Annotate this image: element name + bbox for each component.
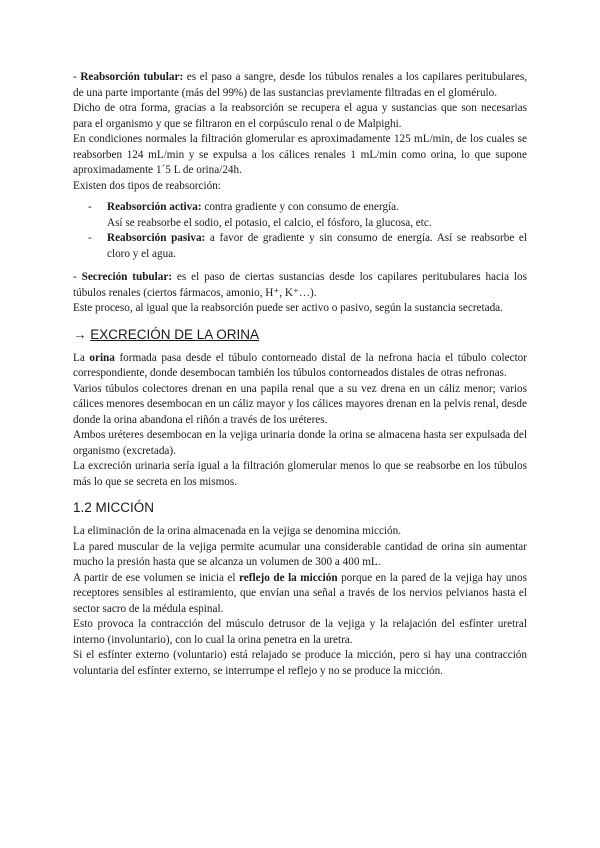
miccion-paragraph-2: La pared muscular de la vejiga permite acumular una considerable cantidad de orina sin aumentar mucho la presión hasta que se alcanza un volumen de 300 a 400 mL. [73,540,527,568]
secrecion-paragraph [73,270,527,301]
list-dash: - [88,201,92,213]
miccion-paragraph-5: Si el esfínter externo (voluntario) está relajado se produce la micción, pero si hay una contracción voluntaria del esfínter externo, se interrumpe el reflejo y no se produce la micción. [73,649,527,677]
excrecion-paragraph-2: Varios túbulos colectores drenan en una papila renal que a su vez drena en un cáliz menor; varios cálices menores desembocan en un cáliz mayor y los cálices mayores drenan en la pelvis renal, desde donde la orina abandona el riñón a través de los uréteres. [73,382,527,426]
reabsorcion-paragraph-4: Existen dos tipos de reabsorción: [73,179,221,192]
secrecion-title: Secreción tubular: [81,271,173,283]
reabsorcion-paragraph-3: En condiciones normales la filtración glomerular es aproximadamente 125 mL/min, de los cuales se reabsorben 124 mL/min y se expulsa a los cálices renales 1 mL/min como orina, lo que supone aproximadamente 1´5 L de orina/24h. [73,133,527,176]
dash-lead: - [73,271,82,283]
miccion-paragraph-1: La eliminación de la orina almacenada en la vejiga se denomina micción. [73,525,402,537]
reflejo-term: reflejo de la micción [239,571,338,584]
list-dash: - [88,232,92,244]
document-page [73,70,527,679]
reabsorcion-paragraph [73,70,527,101]
reabsorcion-paragraph-2: Dicho de otra forma, gracias a la reabsorción se recupera el agua y sustancias que son necesarias para el organismo y que se filtraron en el corpúsculo renal o de Malpighi. [73,102,527,130]
text-span: porque en la pared de la vejiga hay unos receptores sensibles al estiramiento, que envían una señal a través de los nervios pelvianos hasta el sector sacro de la médula espinal. [73,571,527,615]
excrecion-heading-text: EXCRECIÓN DE LA ORINA [90,326,260,342]
miccion-heading: 1.2 MICCIÓN [73,500,155,515]
miccion-paragraph-4: Esto provoca la contracción del músculo detrusor de la vejiga y la relajación del esfínter uretral interno (involuntario), con lo cual la orina penetra en la uretra. [73,618,527,646]
reabsorcion-types-list [73,200,527,262]
list-item [73,231,527,262]
reabsorcion-title: Reabsorción tubular: [80,71,184,83]
secrecion-paragraph-2: Este proceso, al igual que la reabsorción puede ser activo o pasivo, según la sustancia secretada. [73,302,503,314]
excrecion-heading [73,325,527,345]
text-span: formada pasa desde el túbulo contorneado distal de la nefrona hacia el túbulo colector correspondiente, donde desembocan también los túbulos contorneados distales de otras nefronas. [73,351,527,379]
excrecion-paragraph-3: Ambos uréteres desembocan en la vejiga urinaria donde la orina se almacena hasta ser expulsada del organismo (excretada). [73,429,527,457]
arrow-icon: → [73,326,91,342]
text-span: A partir de ese volumen se inicia el [73,571,240,584]
dash-lead: - [73,71,81,83]
orina-term: orina [89,351,115,364]
text-span: La [73,351,90,364]
excrecion-paragraph-4: La excreción urinaria sería igual a la filtración glomerular menos lo que se reabsorbe en los túbulos más lo que se secreta en los mismos. [73,460,527,488]
reabsorcion-pasiva-title: Reabsorción pasiva: [107,232,206,244]
reabsorcion-activa-title: Reabsorción activa: [107,201,202,213]
reabsorcion-activa-text: contra gradiente y con consumo de energía. [201,201,399,213]
reabsorcion-pasiva-text: a favor de gradiente y sin consumo de energía. Así se reabsorbe el cloro y el agua. [107,232,527,260]
reabsorcion-text: es el paso a sangre, desde los túbulos renales a los capilares peritubulares, de una parte importante (más del 99%) de las sustancias previamente filtradas en el glomérulo. [73,71,527,99]
excrecion-paragraph-1 [73,351,527,382]
reabsorcion-activa-detail: Así se reabsorbe el sodio, el potasio, el calcio, el fósforo, la glucosa, etc. [107,216,432,229]
list-item [73,200,527,231]
secrecion-text: es el paso de ciertas sustancias desde los capilares peritubulares hacia los túbulos renales (ciertos fármacos, amonio, H⁺, K⁺…). [73,271,527,299]
miccion-paragraph-3 [73,571,527,618]
